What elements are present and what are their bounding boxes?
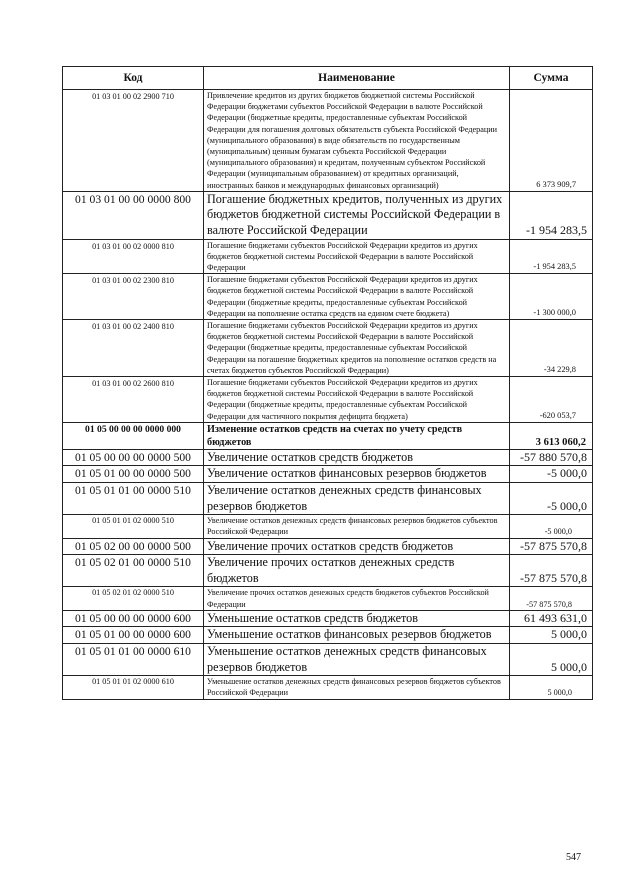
table-row	[63, 644, 593, 676]
column-header-code: Код	[63, 67, 204, 90]
row-code: 01 05 00 00 00 0000 500	[63, 449, 204, 466]
row-sum: -34 229,8	[510, 320, 593, 377]
table-row	[63, 239, 593, 274]
row-code: 01 05 02 01 00 0000 510	[63, 555, 204, 587]
table-row	[63, 587, 593, 610]
row-name: Увеличение остатков денежных средств финансовых резервов бюджетов	[204, 483, 510, 515]
row-name: Уменьшение остатков финансовых резервов бюджетов	[204, 627, 510, 644]
table-row	[63, 449, 593, 466]
table-row	[63, 377, 593, 423]
row-code: 01 05 01 01 00 0000 510	[63, 483, 204, 515]
table-row	[63, 610, 593, 627]
row-sum: -57 875 570,8	[510, 587, 593, 610]
page-number: 547	[566, 852, 581, 863]
row-code: 01 05 01 00 00 0000 500	[63, 466, 204, 483]
table-row	[63, 422, 593, 449]
row-sum: -1 954 283,5	[510, 191, 593, 239]
row-name: Привлечение кредитов из других бюджетов бюджетной системы Российской Федерации бюджетами субъектов Российской Федерации в валюте Российской Федерации (бюджетные кредиты, предоставленные субъектам Российской Федерации для погашения долговых обязательств субъекта Российской Федерации (муниципального образования) в виде обязательств по государственным (муниципальным) ценным бумагам субъекта Российской Федерации (муниципального образования) и кредитам, полученным субъектом Российской Федерации (муниципальным образованием) от кредитных организаций, иностранных банков и международных финансовых организаций)	[204, 90, 510, 192]
row-sum: 61 493 631,0	[510, 610, 593, 627]
row-name: Увеличение прочих остатков средств бюджетов	[204, 538, 510, 555]
row-code: 01 05 02 01 02 0000 510	[63, 587, 204, 610]
row-sum: -57 880 570,8	[510, 449, 593, 466]
row-sum: 5 000,0	[510, 627, 593, 644]
row-sum: -620 053,7	[510, 377, 593, 423]
row-code: 01 03 01 00 00 0000 800	[63, 191, 204, 239]
row-name: Погашение бюджетами субъектов Российской Федерации кредитов из других бюджетов бюджетной системы Российской Федерации в валюте Российской Федерации (бюджетные кредиты, предоставленные субъектам Российской Федерации на погашение бюджетных кредитов на пополнение остатков средств на счетах бюджетов субъектов Российской Федерации)	[204, 320, 510, 377]
row-code: 01 05 01 01 02 0000 610	[63, 676, 204, 699]
row-sum: -5 000,0	[510, 515, 593, 538]
row-name: Увеличение прочих остатков денежных средств бюджетов	[204, 555, 510, 587]
row-sum: -57 875 570,8	[510, 538, 593, 555]
row-code: 01 05 02 00 00 0000 500	[63, 538, 204, 555]
row-name: Изменение остатков средств на счетах по учету средств бюджетов	[204, 422, 510, 449]
column-header-name: Наименование	[204, 67, 510, 90]
table-row	[63, 676, 593, 699]
row-sum: 6 373 909,7	[510, 90, 593, 192]
row-sum: 3 613 060,2	[510, 422, 593, 449]
table-row	[63, 274, 593, 320]
row-sum: -5 000,0	[510, 483, 593, 515]
table-row	[63, 627, 593, 644]
row-code: 01 03 01 00 02 2300 810	[63, 274, 204, 320]
row-name: Увеличение остатков финансовых резервов бюджетов	[204, 466, 510, 483]
budget-sources-table	[62, 66, 593, 700]
table-row	[63, 538, 593, 555]
row-name: Увеличение прочих остатков денежных средств бюджетов субъектов Российской Федерации	[204, 587, 510, 610]
table-row	[63, 320, 593, 377]
table-row	[63, 483, 593, 515]
row-name: Уменьшение остатков денежных средств финансовых резервов бюджетов	[204, 644, 510, 676]
row-code: 01 03 01 00 02 2400 810	[63, 320, 204, 377]
row-name: Уменьшение остатков денежных средств финансовых резервов бюджетов субъектов Российской Федерации	[204, 676, 510, 699]
table-header-row	[63, 67, 593, 90]
row-code: 01 03 01 00 02 0000 810	[63, 239, 204, 274]
table-row	[63, 466, 593, 483]
row-code: 01 05 01 01 02 0000 510	[63, 515, 204, 538]
table-row	[63, 555, 593, 587]
row-name: Увеличение остатков средств бюджетов	[204, 449, 510, 466]
row-sum: -57 875 570,8	[510, 555, 593, 587]
row-name: Погашение бюджетных кредитов, полученных из других бюджетов бюджетной системы Российской Федерации в валюте Российской Федерации	[204, 191, 510, 239]
row-sum: -1 954 283,5	[510, 239, 593, 274]
row-name: Погашение бюджетами субъектов Российской Федерации кредитов из других бюджетов бюджетной системы Российской Федерации в валюте Российской Федерации (бюджетные кредиты, предоставленные субъектам Российской Федерации на пополнение остатка средств на едином счете бюджета)	[204, 274, 510, 320]
row-code: 01 03 01 00 02 2600 810	[63, 377, 204, 423]
row-name: Уменьшение остатков средств бюджетов	[204, 610, 510, 627]
row-code: 01 05 01 01 00 0000 610	[63, 644, 204, 676]
row-sum: 5 000,0	[510, 644, 593, 676]
row-sum: 5 000,0	[510, 676, 593, 699]
table-row	[63, 191, 593, 239]
row-name: Погашение бюджетами субъектов Российской Федерации кредитов из других бюджетов бюджетной системы Российской Федерации в валюте Российской Федерации	[204, 239, 510, 274]
column-header-sum: Сумма	[510, 67, 593, 90]
row-name: Увеличение остатков денежных средств финансовых резервов бюджетов субъектов Российской Федерации	[204, 515, 510, 538]
table-row	[63, 515, 593, 538]
row-sum: -5 000,0	[510, 466, 593, 483]
row-code: 01 05 00 00 00 0000 600	[63, 610, 204, 627]
row-name: Погашение бюджетами субъектов Российской Федерации кредитов из других бюджетов бюджетной системы Российской Федерации в валюте Российской Федерации (бюджетные кредиты, предоставленные субъектам Российской Федерации для частичного покрытия дефицита бюджета)	[204, 377, 510, 423]
row-code: 01 05 01 00 00 0000 600	[63, 627, 204, 644]
row-code: 01 05 00 00 00 0000 000	[63, 422, 204, 449]
table-row	[63, 90, 593, 192]
row-code: 01 03 01 00 02 2900 710	[63, 90, 204, 192]
row-sum: -1 300 000,0	[510, 274, 593, 320]
